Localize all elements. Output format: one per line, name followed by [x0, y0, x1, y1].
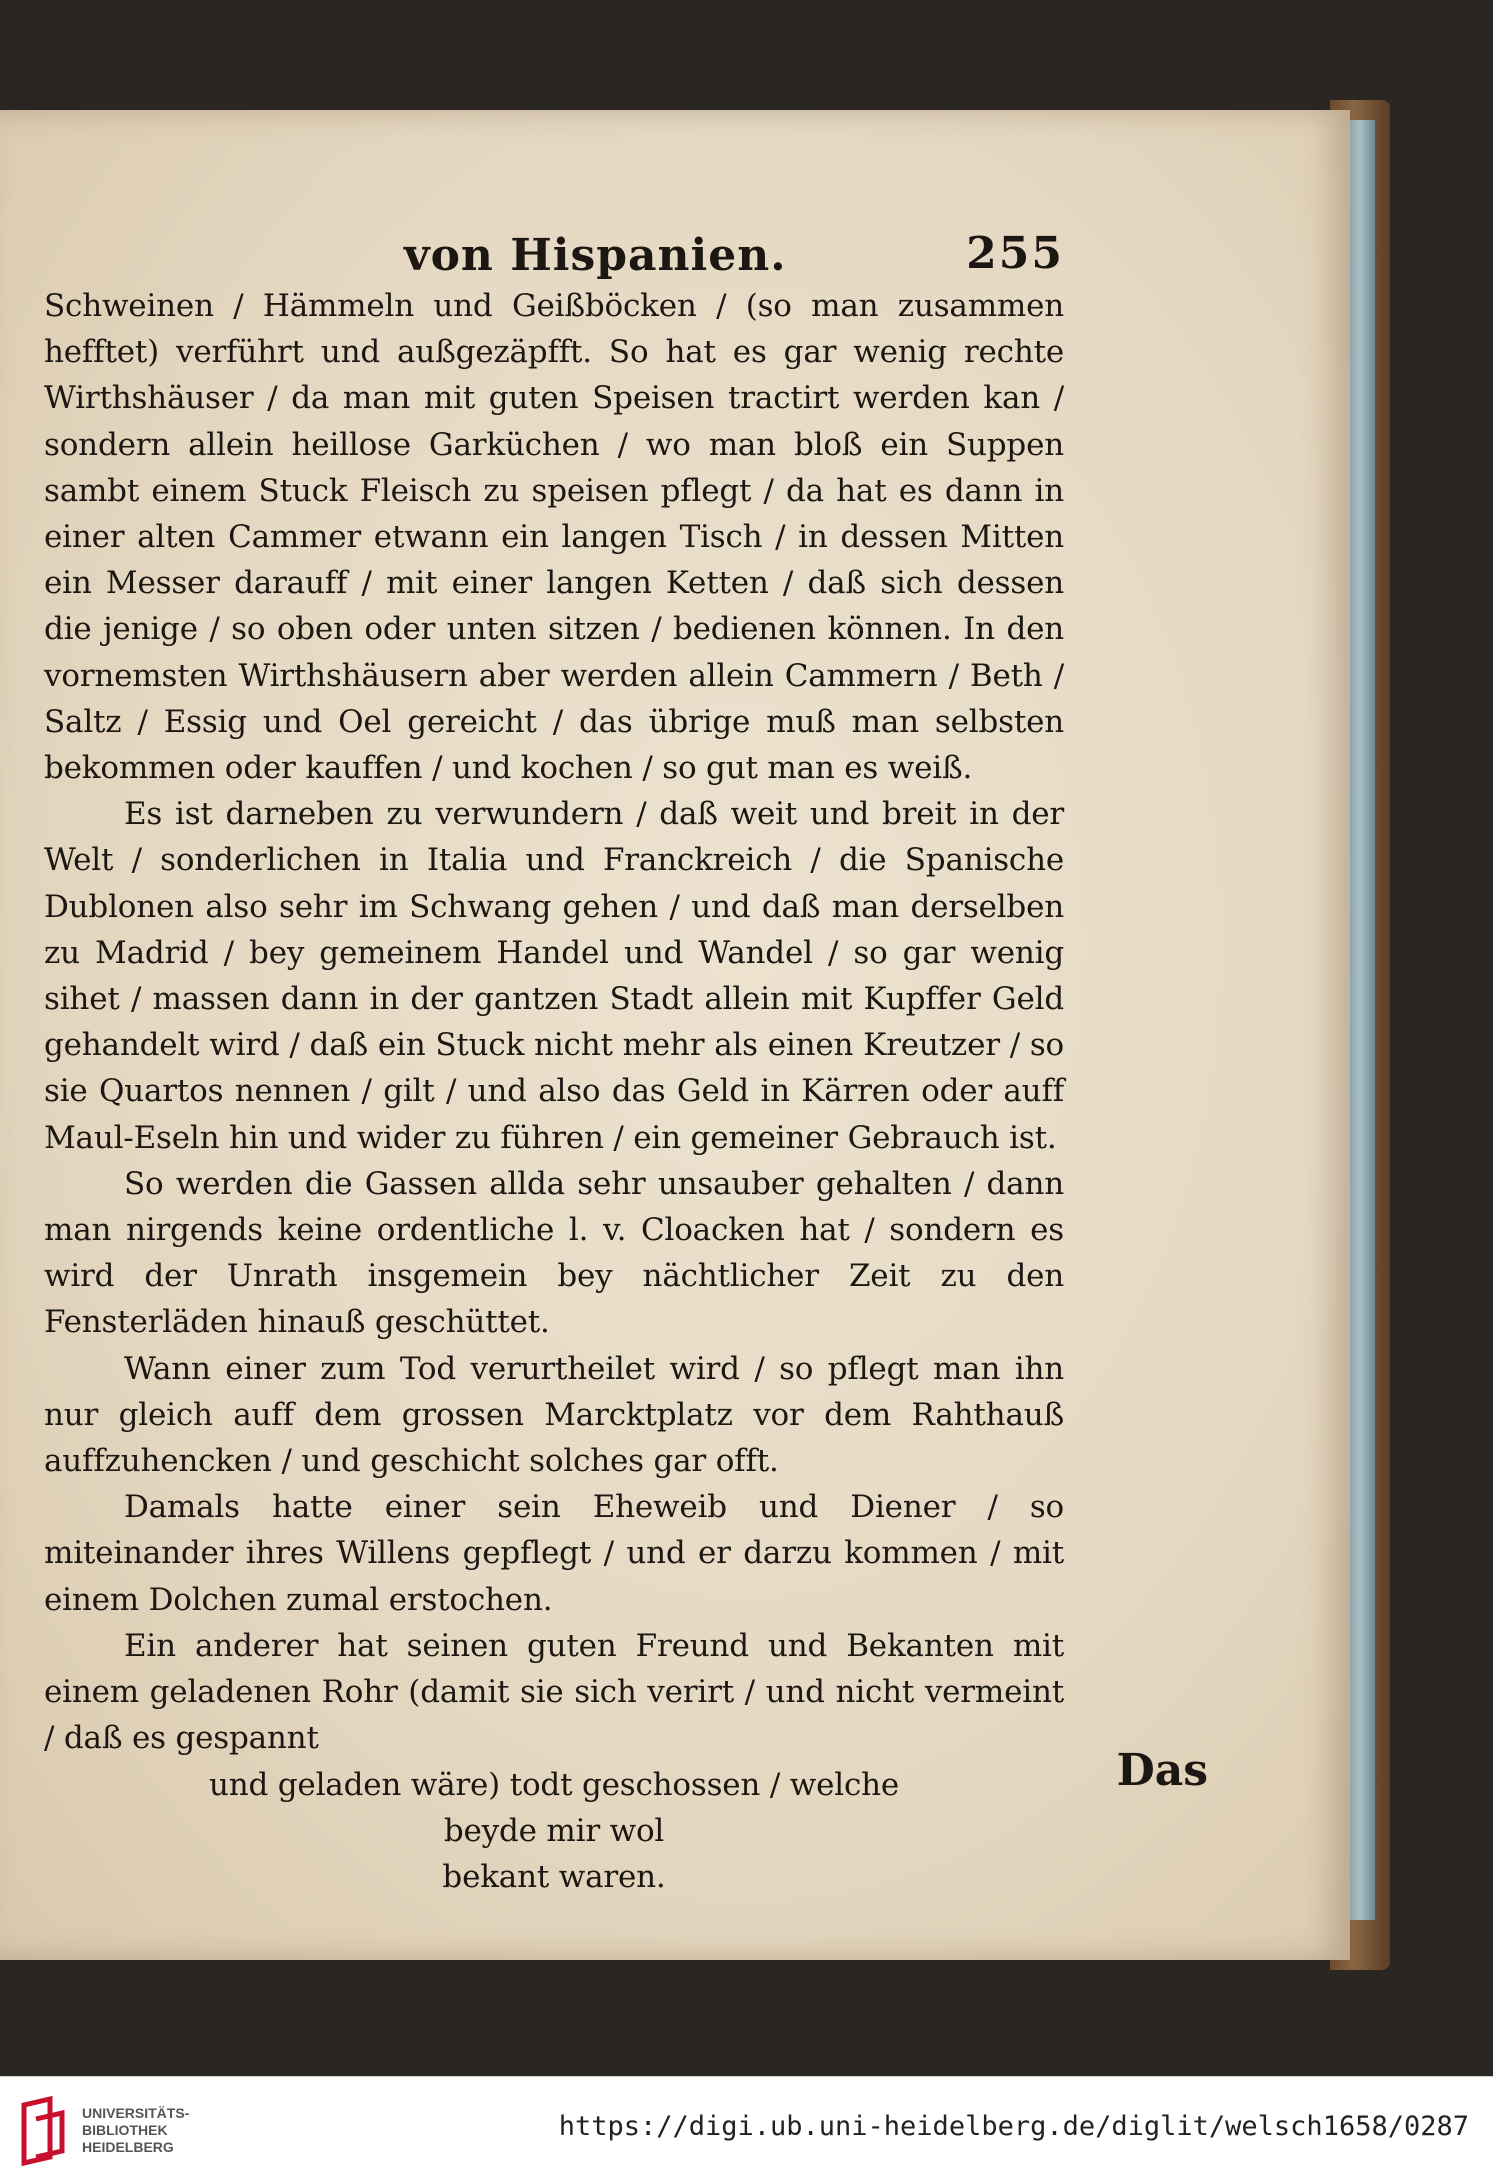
- page-number: 255: [966, 228, 1064, 279]
- logo-line: HEIDELBERG: [82, 2139, 174, 2155]
- page-header: [44, 220, 1064, 280]
- logo-line: BIBLIOTHEK: [82, 2122, 168, 2138]
- closing-line-2: bekant waren.: [442, 1858, 666, 1895]
- paragraph-2: Es ist darneben zu verwundern / daß weit und breit in der Welt / sonderlichen in Italia und Franckreich / die Spanische Dublonen also sehr im Schwang gehen / und daß man derselben zu Madrid / bey gemeinem Handel und Wandel / so gar wenig sihet / massen dann in der gantzen Stadt allein mit Kupffer Geld gehandelt wird / daß ein Stuck nicht mehr als einen Kreutzer / so sie Quartos nennen / gilt / und also das Geld in Kärren oder auff Maul-Eseln hin und wider zu führen / ein gemeiner Gebrauch ist.: [44, 796, 1064, 1156]
- logo-line: UNIVERSITÄTS-: [82, 2105, 190, 2121]
- page-body: [44, 283, 1064, 1900]
- paragraph-6: Ein anderer hat seinen guten Freund und Bekanten mit einem geladenen Rohr (damit sie sich verirt / und nicht vermeint / daß es gespannt: [44, 1627, 1064, 1757]
- closing-line-1: und geladen wäre) todt geschossen / welche beyde mir wol: [208, 1766, 900, 1849]
- running-title: von Hispanien.: [404, 230, 787, 281]
- paragraph-5: Damals hatte einer sein Eheweib und Diener / so miteinander ihres Willens gepflegt / und er darzu kommen / mit einem Dolchen zumal erstochen.: [44, 1489, 1064, 1618]
- viewer-footer: [0, 2076, 1493, 2184]
- page-url[interactable]: https://digi.ub.uni-heidelberg.de/diglit/welsch1658/0287: [558, 2111, 1469, 2142]
- university-name: [82, 2105, 189, 2156]
- paragraph-3: So werden die Gassen allda sehr unsauber gehalten / dann man nirgends keine ordentliche l. v. Cloacken hat / sondern es wird der Unrath insgemein bey nächtlicher Zeit zu den Fensterläden hinauß geschüttet.: [44, 1165, 1064, 1341]
- paragraph-1: Schweinen / Hämmeln und Geißböcken / (so man zusammen hefftet) verführt und außgezäpfft. So hat es gar wenig rechte Wirthshäuser / da man mit guten Speisen tractirt werden kan / sondern allein heillose Garküchen / wo man bloß ein Suppen sambt einem Stuck Fleisch zu speisen pflegt / da hat es dann in einer alten Cammer etwann ein langen Tisch / in dessen Mitten ein Messer darauff / mit einer langen Ketten / daß sich dessen die jenige / so oben oder unten sitzen / bedienen können. In den vornemsten Wirthshäusern aber werden allein Cammern / Beth / Saltz / Essig und Oel gereicht / das übrige muß man selbsten bekommen oder kauffen / und kochen / so gut man es weiß.: [44, 288, 1064, 787]
- catchword: Das: [1116, 1745, 1208, 1796]
- university-logo-icon: [16, 2095, 76, 2167]
- paragraph-4: Wann einer zum Tod verurtheilet wird / so pflegt man ihn nur gleich auff dem grossen Marcktplatz vor dem Rahthauß auffzuhencken / und geschicht solches gar offt.: [44, 1350, 1064, 1480]
